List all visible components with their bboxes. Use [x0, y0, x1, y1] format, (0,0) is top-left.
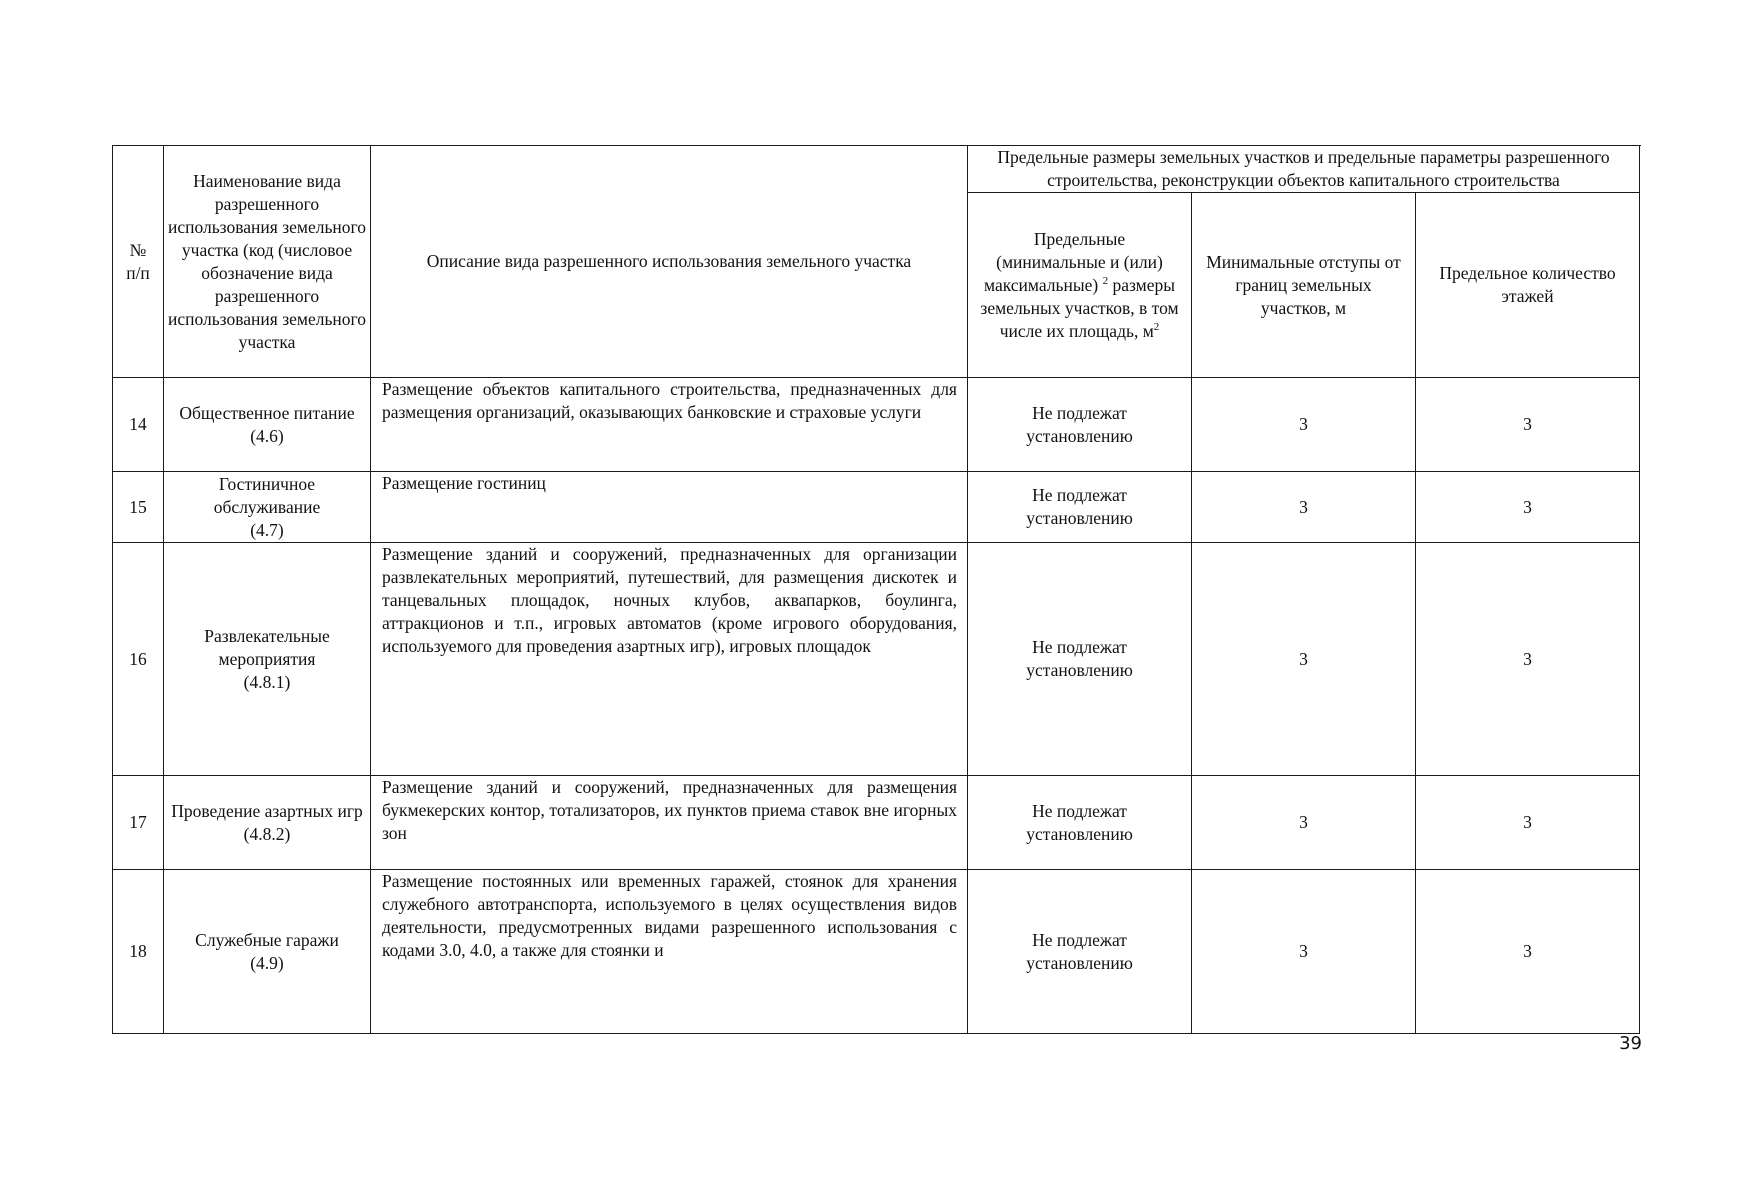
cell-setback: 3 [1192, 543, 1416, 776]
cell-size: Не подлежат установлению [968, 870, 1192, 1034]
cell-size: Не подлежат установлению [968, 543, 1192, 776]
header-setback [1192, 193, 1416, 378]
cell-name-text: Проведение азартных игр [171, 800, 363, 821]
cell-size: Не подлежат установлению [968, 378, 1192, 472]
cell-code: (4.7) [250, 519, 284, 540]
header-group-text: Предельные размеры земельных участков и предельные параметры разрешенного строительства, реконструкции объектов капитального строительства [997, 147, 1610, 190]
cell-num: 15 [113, 472, 164, 543]
cell-size: Не подлежат установлению [968, 776, 1192, 870]
table-row [113, 378, 1640, 472]
cell-name [164, 543, 371, 776]
cell-floors: 3 [1416, 543, 1640, 776]
cell-floors: 3 [1416, 776, 1640, 870]
header-name [164, 146, 371, 378]
header-size [968, 193, 1192, 378]
cell-name [164, 870, 371, 1034]
cell-floors: 3 [1416, 870, 1640, 1034]
cell-name-text: Общественное питание [179, 402, 355, 423]
cell-code: (4.8.1) [243, 671, 291, 692]
cell-setback: 3 [1192, 776, 1416, 870]
cell-setback: 3 [1192, 870, 1416, 1034]
land-use-table [112, 145, 1640, 1034]
cell-name-text: Развлекательные мероприятия [204, 625, 330, 669]
cell-num: 17 [113, 776, 164, 870]
cell-floors: 3 [1416, 472, 1640, 543]
cell-code: (4.8.2) [243, 823, 291, 844]
cell-name [164, 776, 371, 870]
cell-description: Размещение объектов капитального строительства, предназначенных для размещения организаций, оказывающих банковские и страховые услуги [371, 378, 968, 472]
header-size-unit-sup: 2 [1153, 320, 1160, 333]
header-num [113, 146, 164, 378]
cell-description: Размещение постоянных или временных гаражей, стоянок для хранения служебного автотранспорта, используемого в целях осуществления видов деятельности, предусмотренных видами разрешенного использования с кодами 3.0, 4.0, а также для стоянки и [371, 870, 968, 1034]
page-number: 39 [1619, 1033, 1642, 1054]
cell-num: 16 [113, 543, 164, 776]
cell-num: 14 [113, 378, 164, 472]
cell-size: Не подлежат установлению [968, 472, 1192, 543]
cell-description: Размещение зданий и сооружений, предназначенных для размещения букмекерских контор, тотализаторов, их пунктов приема ставок вне игорных зон [371, 776, 968, 870]
cell-setback: 3 [1192, 472, 1416, 543]
cell-code: (4.9) [250, 952, 284, 973]
header-size-prefix: Предельные (минимальные и (или) максимальные) [983, 228, 1163, 295]
header-group [968, 146, 1640, 193]
cell-description: Размещение зданий и сооружений, предназначенных для организации развлекательных мероприятий, путешествий, для размещения дискотек и танцевальных площадок, ночных клубов, аквапарков, боулинга, аттракционов и т.п., игровых автоматов (кроме игрового оборудования, используемого для проведения азартных игр), игровых площадок [371, 543, 968, 776]
header-row-top [113, 146, 1640, 193]
header-size-suffix: размеры земельных участков, в том числе их площадь, м [980, 274, 1179, 341]
header-name-text: Наименование вида разрешенного использования земельного участка (код (числовое обозначение вида разрешенного использования земельного участка [167, 170, 367, 352]
header-description-text: Описание вида разрешенного использования земельного участка [426, 251, 912, 271]
cell-name-text: Гостиничное обслуживание [213, 473, 321, 517]
table-row [113, 776, 1640, 870]
cell-name [164, 378, 371, 472]
header-floors [1416, 193, 1640, 378]
cell-name-text: Служебные гаражи [195, 929, 339, 950]
header-num-text: № п/п [126, 239, 150, 283]
cell-floors: 3 [1416, 378, 1640, 472]
cell-setback: 3 [1192, 378, 1416, 472]
header-description [371, 146, 968, 378]
cell-name [164, 472, 371, 543]
table-row [113, 870, 1640, 1034]
table-row [113, 472, 1640, 543]
header-size-sup: 2 [1102, 274, 1109, 287]
header-setback-text: Минимальные отступы от границ земельных участков, м [1206, 251, 1401, 318]
table-row [113, 543, 1640, 776]
cell-code: (4.6) [250, 425, 284, 446]
header-floors-text: Предельное количество этажей [1439, 263, 1616, 306]
cell-description: Размещение гостиниц [371, 472, 968, 543]
cell-num: 18 [113, 870, 164, 1034]
